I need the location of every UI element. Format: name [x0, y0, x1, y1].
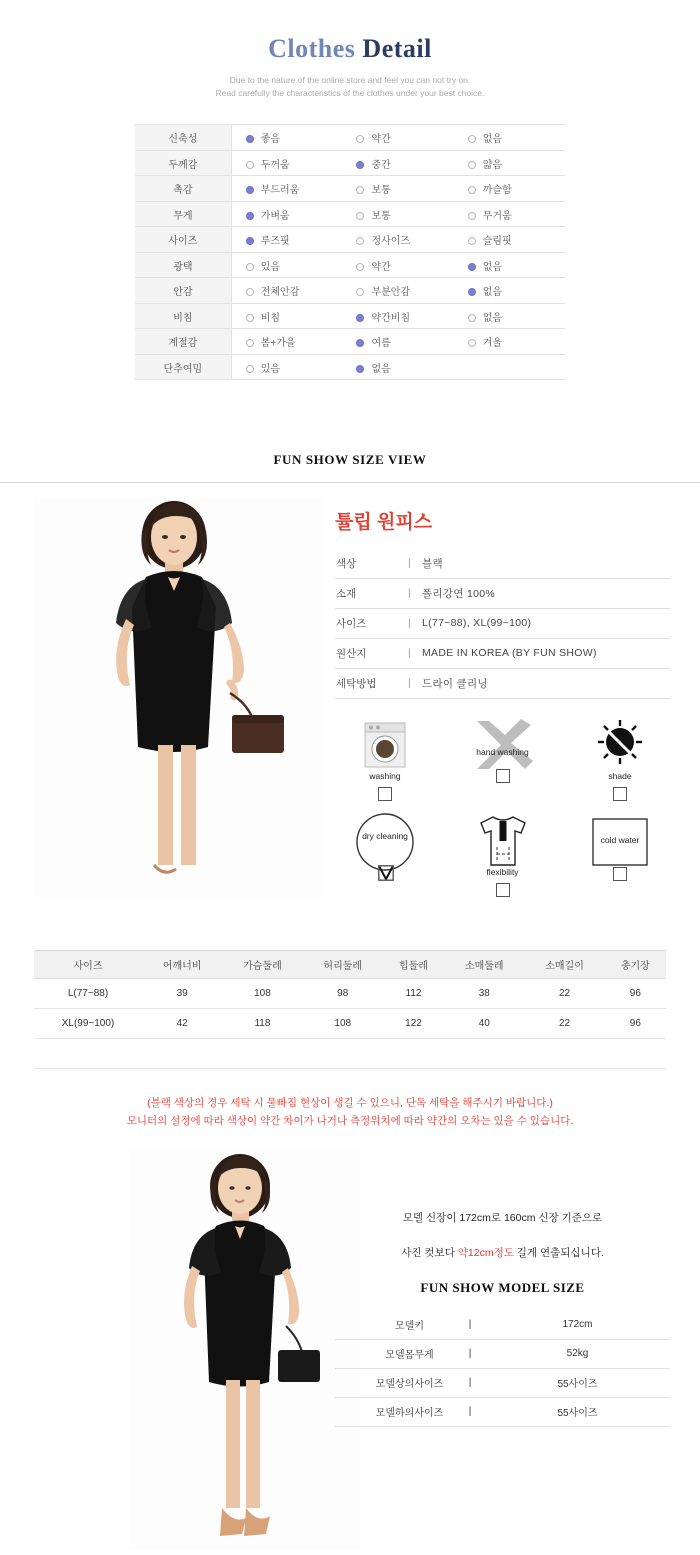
radio-icon[interactable]: [246, 186, 254, 194]
attribute-option[interactable]: [342, 354, 453, 380]
model-size-separator: |: [455, 1339, 485, 1368]
attribute-option-label: 중간: [371, 159, 391, 171]
model-note-pre: 사진 컷보다: [401, 1247, 458, 1259]
radio-icon[interactable]: [468, 186, 476, 194]
attribute-option[interactable]: [231, 125, 342, 151]
care-item-cold-water: [570, 811, 670, 907]
attribute-option-label: 있음: [260, 261, 281, 273]
table-row: [135, 329, 565, 355]
attribute-option-label: 약간: [371, 261, 391, 273]
spec-value: 폴리강연 100%: [421, 578, 670, 608]
table-cell: 38: [444, 979, 524, 1009]
table-row: [135, 201, 565, 227]
care-row-bottom: [335, 811, 670, 907]
attribute-label: 비침: [135, 303, 231, 329]
attribute-option[interactable]: [231, 150, 342, 176]
attribute-table-wrapper: [135, 124, 565, 380]
product-name: 튤립 원피스: [335, 512, 433, 534]
attribute-option[interactable]: [231, 329, 342, 355]
table-cell: 122: [383, 1009, 444, 1039]
product-info: [335, 507, 670, 699]
radio-icon[interactable]: [468, 212, 476, 220]
model-size-value: 55사이즈: [485, 1368, 670, 1397]
attribute-label: 무게: [135, 201, 231, 227]
model-size-section: [0, 1140, 700, 1550]
spec-value: MADE IN KOREA (BY FUN SHOW): [421, 638, 670, 668]
care-checkbox[interactable]: [613, 867, 627, 881]
care-label: flexibility: [486, 867, 519, 878]
attribute-option[interactable]: [342, 252, 453, 278]
attribute-option[interactable]: [454, 125, 565, 151]
attribute-label: 광택: [135, 252, 231, 278]
radio-icon[interactable]: [356, 237, 364, 245]
attribute-option[interactable]: [454, 303, 565, 329]
table-cell-empty: [605, 1039, 666, 1069]
attribute-option-label: 비침: [260, 312, 281, 324]
attribute-option[interactable]: [342, 201, 453, 227]
attribute-option[interactable]: [231, 252, 342, 278]
attribute-option[interactable]: [454, 227, 565, 253]
attribute-option-label: 가벼움: [260, 210, 290, 222]
table-cell-empty: [34, 1039, 142, 1069]
attribute-option[interactable]: [231, 354, 342, 380]
model-size-info: [335, 1210, 670, 1427]
attribute-label: 신축성: [135, 125, 231, 151]
care-row-top: [335, 713, 670, 811]
attribute-option[interactable]: [342, 303, 453, 329]
attribute-option[interactable]: [231, 176, 342, 202]
attribute-option-label: 보통: [371, 210, 391, 222]
spec-key: 사이즈: [335, 608, 407, 638]
radio-icon[interactable]: [468, 161, 476, 169]
attribute-option-label: 여름: [371, 338, 391, 350]
attribute-option[interactable]: [342, 278, 453, 304]
table-row: [335, 638, 670, 668]
model-note-post: 길게 연출되십니다.: [513, 1247, 604, 1259]
table-row: [335, 1310, 670, 1339]
attribute-option-empty: [454, 354, 565, 380]
radio-icon[interactable]: [246, 263, 254, 271]
column-header: 총기장: [605, 951, 666, 979]
radio-icon[interactable]: [246, 288, 254, 296]
attribute-option-label: 없음: [482, 287, 503, 299]
product-section: [0, 483, 700, 903]
table-cell: 108: [303, 1009, 383, 1039]
table-cell: L(77~88): [34, 979, 142, 1009]
table-row: [135, 303, 565, 329]
page-subtitle-line-1: Due to the nature of the online store and feel you can not try on.: [229, 75, 471, 85]
table-cell: 96: [605, 979, 666, 1009]
care-label: washing: [369, 771, 401, 782]
table-cell: 22: [524, 1009, 604, 1039]
model-size-value: 172cm: [485, 1310, 670, 1339]
model-size-value: 52kg: [485, 1339, 670, 1368]
model-size-key: 모델상의사이즈: [335, 1368, 455, 1397]
table-row: [335, 578, 670, 608]
spec-separator: |: [407, 608, 421, 638]
radio-icon[interactable]: [356, 161, 364, 169]
model-illustration: [34, 497, 324, 897]
spec-value: L(77~88), XL(99~100): [421, 608, 670, 638]
attribute-label: 계절감: [135, 329, 231, 355]
attribute-option[interactable]: [342, 329, 453, 355]
table-row: [34, 1009, 666, 1039]
notice-line-2: 모니터의 설정에 따라 색상이 약간 차이가 나거나 측정위치에 따라 약간의 오차는 있을 수 있습니다.: [126, 1114, 574, 1127]
table-row: [135, 227, 565, 253]
spec-key: 소재: [335, 578, 407, 608]
attribute-option[interactable]: [231, 201, 342, 227]
model-note-line-2: [335, 1245, 670, 1260]
attribute-label: 촉감: [135, 176, 231, 202]
table-cell-empty: [383, 1039, 444, 1069]
page-title: [0, 34, 700, 64]
table-row: [335, 668, 670, 698]
model-note-line-1: 모델 신장이 172cm로 160cm 신장 기준으로: [402, 1212, 603, 1224]
washing-machine-icon: [335, 713, 435, 777]
table-cell: 22: [524, 979, 604, 1009]
page-title-word-1: Clothes: [268, 34, 356, 63]
column-header: 어깨너비: [142, 951, 222, 979]
attribute-option-label: 겨울: [482, 338, 503, 350]
table-cell-empty: [222, 1039, 302, 1069]
table-cell: 40: [444, 1009, 524, 1039]
radio-icon[interactable]: [356, 339, 364, 347]
model-size-separator: |: [455, 1397, 485, 1426]
care-item-dry-cleaning: [335, 811, 435, 907]
spec-key: 세탁방법: [335, 668, 407, 698]
page-header: [0, 0, 700, 100]
attribute-option-label: 두꺼움: [260, 159, 290, 171]
attribute-option[interactable]: [231, 227, 342, 253]
radio-icon[interactable]: [246, 212, 254, 220]
care-notice: [0, 1095, 700, 1131]
table-row: [335, 1368, 670, 1397]
attribute-table: [135, 124, 565, 380]
attribute-option-label: 보통: [371, 185, 391, 197]
model-photo-primary: [34, 497, 324, 897]
attribute-option-label: 얇음: [482, 159, 503, 171]
page-title-word-2: Detail: [362, 34, 432, 63]
radio-icon[interactable]: [246, 135, 254, 143]
model-size-separator: |: [455, 1310, 485, 1339]
radio-icon[interactable]: [468, 135, 476, 143]
radio-icon[interactable]: [356, 365, 364, 373]
attribute-option-label: 루즈핏: [260, 236, 290, 248]
care-label: dry cleaning: [362, 831, 408, 842]
table-cell: 108: [222, 979, 302, 1009]
table-cell: XL(99~100): [34, 1009, 142, 1039]
table-cell-empty: [142, 1039, 222, 1069]
table-cell: 98: [303, 979, 383, 1009]
table-row: [335, 1397, 670, 1426]
attribute-option-label: 없음: [482, 261, 503, 273]
attribute-option-label: 약간비침: [371, 312, 411, 324]
attribute-option-label: 전체안감: [260, 287, 300, 299]
attribute-option[interactable]: [231, 278, 342, 304]
attribute-option[interactable]: [342, 227, 453, 253]
table-cell: 118: [222, 1009, 302, 1039]
attribute-option[interactable]: [454, 176, 565, 202]
spec-separator: |: [407, 638, 421, 668]
table-cell: 42: [142, 1009, 222, 1039]
hand-washing-icon: [453, 713, 553, 777]
care-item-shade: [570, 713, 670, 811]
attribute-option-label: 무거움: [482, 210, 512, 222]
radio-icon[interactable]: [468, 237, 476, 245]
care-checkbox[interactable]: [378, 787, 392, 801]
table-cell-empty: [524, 1039, 604, 1069]
model-size-separator: |: [455, 1368, 485, 1397]
spec-separator: |: [407, 548, 421, 578]
attribute-option-label: 없음: [371, 363, 391, 375]
radio-icon[interactable]: [356, 212, 364, 220]
attribute-option-label: 슬림핏: [482, 236, 512, 248]
radio-icon[interactable]: [246, 365, 254, 373]
attribute-option[interactable]: [454, 201, 565, 227]
table-row-spacer: [34, 1039, 666, 1069]
page-subtitle-line-2: Read carefully the characteristics of the clothes under your best choice.: [215, 88, 485, 99]
model-photo-secondary: [130, 1150, 360, 1550]
attribute-option[interactable]: [342, 176, 453, 202]
attribute-option[interactable]: [454, 278, 565, 304]
radio-icon[interactable]: [246, 339, 254, 347]
attribute-option-label: 부분안감: [371, 287, 411, 299]
care-item-washing: [335, 713, 435, 811]
table-cell-empty: [303, 1039, 383, 1069]
attribute-option-label: 까슬함: [482, 185, 512, 197]
measurement-table: [34, 950, 666, 1069]
column-header: 소매둘레: [444, 951, 524, 979]
radio-icon[interactable]: [468, 288, 476, 296]
radio-icon[interactable]: [468, 263, 476, 271]
table-header-row: [34, 951, 666, 979]
attribute-option[interactable]: [231, 303, 342, 329]
spec-separator: |: [407, 578, 421, 608]
radio-icon[interactable]: [356, 186, 364, 194]
attribute-label: 두께감: [135, 150, 231, 176]
column-header: 사이즈: [34, 951, 142, 979]
care-label: hand washing: [476, 747, 529, 758]
model-size-key: 모델키: [335, 1310, 455, 1339]
measurement-table-wrapper: [34, 950, 666, 1069]
table-row: [135, 252, 565, 278]
model-size-value: 55사이즈: [485, 1397, 670, 1426]
column-header: 허리둘레: [303, 951, 383, 979]
column-header: 가슴둘레: [222, 951, 302, 979]
care-checkbox[interactable]: [496, 883, 510, 897]
radio-icon[interactable]: [246, 314, 254, 322]
care-item-flexibility: [453, 811, 553, 907]
attribute-option-label: 부드러움: [260, 185, 300, 197]
table-row: [135, 125, 565, 151]
table-row: [34, 979, 666, 1009]
table-row: [335, 608, 670, 638]
radio-icon[interactable]: [356, 314, 364, 322]
table-cell-empty: [444, 1039, 524, 1069]
model-size-table: [335, 1310, 670, 1427]
attribute-option-label: 없음: [482, 134, 503, 146]
radio-icon[interactable]: [356, 263, 364, 271]
attribute-option-label: 좋음: [260, 134, 281, 146]
care-item-hand-washing: [453, 713, 553, 811]
column-header: 힙둘레: [383, 951, 444, 979]
notice-line-1: (블랙 색상의 경우 세탁 시 물빠짐 현상이 생길 수 있으니, 단독 세탁을 해주시기 바랍니다.): [147, 1097, 553, 1109]
attribute-option[interactable]: [454, 252, 565, 278]
attribute-option[interactable]: [454, 329, 565, 355]
product-spec-table: [335, 548, 670, 699]
attribute-option-label: 봄+가을: [260, 338, 296, 350]
table-row: [135, 354, 565, 380]
table-cell: 112: [383, 979, 444, 1009]
flexibility-icon: [453, 811, 553, 873]
radio-icon[interactable]: [246, 237, 254, 245]
spec-key: 색상: [335, 548, 407, 578]
model-illustration-2: [130, 1150, 360, 1550]
care-checkbox[interactable]: [613, 787, 627, 801]
radio-icon[interactable]: [468, 339, 476, 347]
attribute-label: 안감: [135, 278, 231, 304]
model-size-key: 모델몸무게: [335, 1339, 455, 1368]
care-label: cold water: [600, 835, 640, 846]
table-cell: 39: [142, 979, 222, 1009]
model-size-title: FUN SHOW MODEL SIZE: [420, 1280, 585, 1295]
spec-key: 원산지: [335, 638, 407, 668]
radio-icon[interactable]: [356, 135, 364, 143]
dry-cleaning-icon: [335, 811, 435, 873]
attribute-label: 단추여밈: [135, 354, 231, 380]
attribute-option-label: 없음: [482, 312, 503, 324]
table-row: [135, 150, 565, 176]
spec-separator: |: [407, 668, 421, 698]
care-label: shade: [608, 771, 632, 782]
table-row: [135, 278, 565, 304]
table-row: [335, 1339, 670, 1368]
radio-icon[interactable]: [468, 314, 476, 322]
attribute-option-label: 정사이즈: [371, 236, 411, 248]
radio-icon[interactable]: [356, 288, 364, 296]
care-instructions: [335, 713, 670, 907]
attribute-option[interactable]: [342, 150, 453, 176]
model-note-highlight: 약12cm정도: [457, 1247, 514, 1259]
attribute-option-label: 있음: [260, 363, 281, 375]
care-checkbox-checked[interactable]: [378, 865, 392, 879]
table-row: [335, 548, 670, 578]
attribute-option[interactable]: [342, 125, 453, 151]
table-row: [135, 176, 565, 202]
size-view-banner: FUN SHOW SIZE VIEW: [273, 452, 427, 468]
attribute-option-label: 약간: [371, 134, 391, 146]
table-cell: 96: [605, 1009, 666, 1039]
attribute-option[interactable]: [454, 150, 565, 176]
spec-value: 블랙: [421, 548, 670, 578]
attribute-label: 사이즈: [135, 227, 231, 253]
shade-dry-icon: [570, 713, 670, 777]
page-subtitle: [0, 74, 700, 100]
column-header: 소매길이: [524, 951, 604, 979]
spec-value: 드라이 클리닝: [421, 668, 670, 698]
model-size-key: 모델하의사이즈: [335, 1397, 455, 1426]
radio-icon[interactable]: [246, 161, 254, 169]
